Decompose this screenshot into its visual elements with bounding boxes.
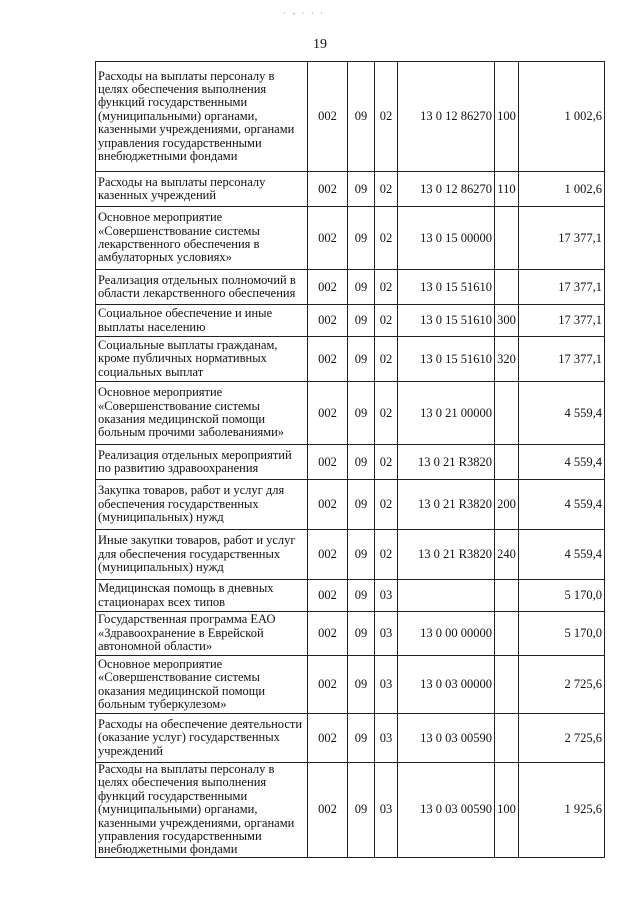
table-row [96,207,605,270]
row-amount: 1 002,6 [519,172,605,207]
row-subsection: 03 [375,580,398,612]
row-name: Расходы на выплаты персоналу казенных учреждений [96,172,308,207]
row-amount: 2 725,6 [519,714,605,763]
row-expense-kind: 320 [495,337,519,382]
row-expense-kind: 100 [495,763,519,858]
row-amount: 4 559,4 [519,480,605,530]
row-section: 09 [348,480,375,530]
row-target-code: 13 0 03 00000 [398,656,495,714]
row-name: Расходы на выплаты персоналу в целях обеспечения выполнения функций государственными (муниципальными) органами, казенными учреждениями, органами управления государственными внебюджетными фондами [96,62,308,172]
row-expense-kind [495,382,519,445]
row-name: Основное мероприятие «Совершенствование системы оказания медицинской помощи больным прочими заболеваниями» [96,382,308,445]
row-name: Социальные выплаты гражданам, кроме публичных нормативных социальных выплат [96,337,308,382]
row-target-code: 13 0 21 R3820 [398,445,495,480]
table-row [96,445,605,480]
row-target-code: 13 0 03 00590 [398,714,495,763]
row-subsection: 03 [375,714,398,763]
row-section: 09 [348,714,375,763]
row-subsection: 03 [375,612,398,656]
table-row [96,763,605,858]
row-code: 002 [308,270,348,305]
row-amount: 5 170,0 [519,580,605,612]
table-row [96,337,605,382]
row-amount: 17 377,1 [519,207,605,270]
row-section: 09 [348,612,375,656]
row-section: 09 [348,172,375,207]
row-name: Расходы на выплаты персоналу в целях обеспечения выполнения функций государственными (муниципальными) органами, казенными учреждениями, органами управления государственными внебюджетными фондами [96,763,308,858]
row-expense-kind: 100 [495,62,519,172]
row-section: 09 [348,62,375,172]
row-amount: 17 377,1 [519,337,605,382]
budget-table [95,61,605,858]
row-amount: 2 725,6 [519,656,605,714]
row-expense-kind [495,656,519,714]
row-section: 09 [348,656,375,714]
row-name: Иные закупки товаров, работ и услуг для обеспечения государственных (муниципальных) нужд [96,530,308,580]
table-row [96,305,605,337]
row-target-code: 13 0 21 R3820 [398,530,495,580]
row-amount: 4 559,4 [519,530,605,580]
row-code: 002 [308,172,348,207]
row-target-code: 13 0 12 86270 [398,172,495,207]
row-target-code: 13 0 03 00590 [398,763,495,858]
row-expense-kind [495,612,519,656]
row-section: 09 [348,445,375,480]
row-subsection: 03 [375,763,398,858]
row-expense-kind: 240 [495,530,519,580]
row-amount: 1 002,6 [519,62,605,172]
row-code: 002 [308,62,348,172]
row-expense-kind: 300 [495,305,519,337]
table-row [96,530,605,580]
row-code: 002 [308,530,348,580]
row-expense-kind: 110 [495,172,519,207]
row-subsection: 02 [375,62,398,172]
row-target-code: 13 0 21 00000 [398,382,495,445]
row-section: 09 [348,337,375,382]
row-subsection: 02 [375,530,398,580]
row-code: 002 [308,656,348,714]
row-section: 09 [348,530,375,580]
row-name: Реализация отдельных полномочий в области лекарственного обеспечения [96,270,308,305]
row-amount: 1 925,6 [519,763,605,858]
row-section: 09 [348,270,375,305]
row-code: 002 [308,305,348,337]
row-expense-kind [495,445,519,480]
row-target-code [398,580,495,612]
row-subsection: 02 [375,382,398,445]
row-code: 002 [308,480,348,530]
table-row [96,480,605,530]
row-name: Социальное обеспечение и иные выплаты населению [96,305,308,337]
table-row [96,612,605,656]
row-subsection: 02 [375,172,398,207]
page-number: 19 [313,37,327,52]
row-target-code: 13 0 15 51610 [398,337,495,382]
row-code: 002 [308,445,348,480]
row-expense-kind [495,580,519,612]
row-amount: 4 559,4 [519,445,605,480]
row-amount: 4 559,4 [519,382,605,445]
row-subsection: 02 [375,480,398,530]
table-row [96,62,605,172]
row-target-code: 13 0 12 86270 [398,62,495,172]
row-name: Закупка товаров, работ и услуг для обеспечения государственных (муниципальных) нужд [96,480,308,530]
row-target-code: 13 0 21 R3820 [398,480,495,530]
row-target-code: 13 0 15 51610 [398,270,495,305]
row-code: 002 [308,714,348,763]
table-row [96,172,605,207]
row-subsection: 03 [375,656,398,714]
row-target-code: 13 0 00 00000 [398,612,495,656]
row-section: 09 [348,207,375,270]
table-row [96,382,605,445]
row-amount: 17 377,1 [519,305,605,337]
row-code: 002 [308,612,348,656]
row-section: 09 [348,305,375,337]
row-subsection: 02 [375,207,398,270]
table-row [96,656,605,714]
row-section: 09 [348,580,375,612]
row-name: Расходы на обеспечение деятельности (оказание услуг) государственных учреждений [96,714,308,763]
row-code: 002 [308,337,348,382]
row-subsection: 02 [375,337,398,382]
row-code: 002 [308,580,348,612]
row-name: Реализация отдельных мероприятий по развитию здравоохранения [96,445,308,480]
row-subsection: 02 [375,270,398,305]
row-target-code: 13 0 15 00000 [398,207,495,270]
row-section: 09 [348,763,375,858]
row-code: 002 [308,382,348,445]
row-name: Основное мероприятие «Совершенствование системы лекарственного обеспечения в амбулаторных условиях» [96,207,308,270]
row-expense-kind [495,207,519,270]
row-subsection: 02 [375,445,398,480]
row-expense-kind: 200 [495,480,519,530]
row-expense-kind [495,270,519,305]
row-target-code: 13 0 15 51610 [398,305,495,337]
table-row [96,270,605,305]
row-subsection: 02 [375,305,398,337]
row-code: 002 [308,763,348,858]
scan-marks: · - · · · [283,8,325,18]
table-row [96,580,605,612]
row-section: 09 [348,382,375,445]
row-name: Государственная программа ЕАО «Здравоохранение в Еврейской автономной области» [96,612,308,656]
row-code: 002 [308,207,348,270]
row-name: Основное мероприятие «Совершенствование системы оказания медицинской помощи больным туберкулезом» [96,656,308,714]
row-expense-kind [495,714,519,763]
table-row [96,714,605,763]
row-amount: 5 170,0 [519,612,605,656]
row-amount: 17 377,1 [519,270,605,305]
row-name: Медицинская помощь в дневных стационарах всех типов [96,580,308,612]
